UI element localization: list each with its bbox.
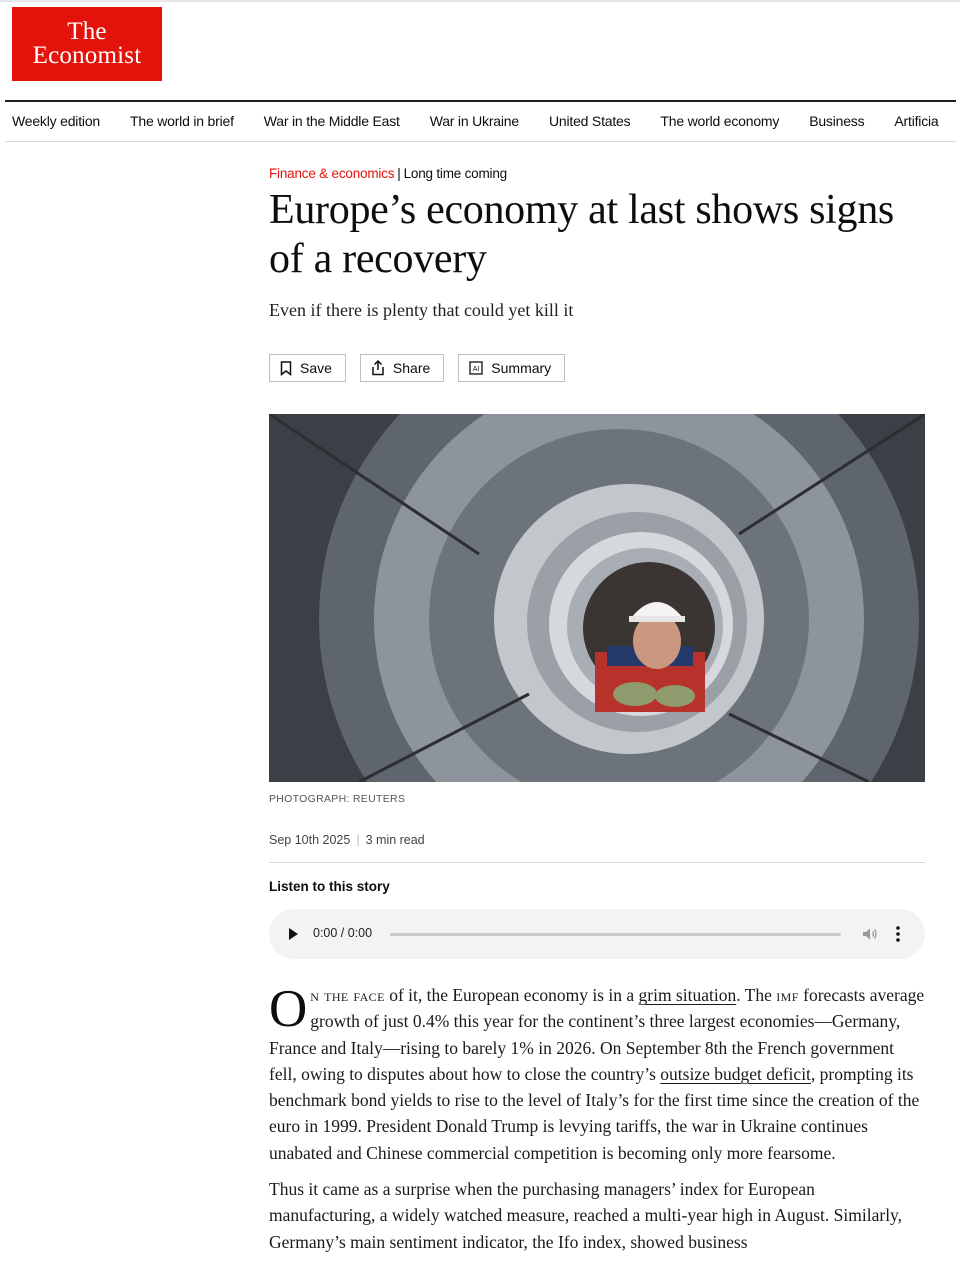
nav-item-weekly-edition[interactable]: Weekly edition xyxy=(12,113,100,129)
article-headline: Europe’s economy at last shows signs of a recovery xyxy=(269,187,894,282)
summary-button-label: Summary xyxy=(491,360,552,376)
rubric-separator: | xyxy=(397,166,401,181)
nav-item-united-states[interactable]: United States xyxy=(548,113,631,129)
paragraph-1-text-1: of it, the European economy is in a xyxy=(384,985,639,1005)
article-subheadline: Even if there is plenty that could yet kill it xyxy=(269,300,574,320)
nav-item-war-middle-east[interactable]: War in the Middle East xyxy=(263,113,400,129)
paragraph-1-text-3: forecasts average growth of just 0.4% this year for the continent’s three largest economies—Germany, France and Italy—rising to barely 1% in 2026. On September 8th the French government fell, owing to disputes about how to close the country’s xyxy=(269,985,925,1084)
audio-time: 0:00 / 0:00 xyxy=(313,926,373,940)
article-hero-image xyxy=(269,414,925,782)
article-date: Sep 10th 2025 xyxy=(269,833,351,847)
budget-deficit-link[interactable]: outsize budget deficit xyxy=(660,1063,811,1084)
grim-situation-link[interactable]: grim situation xyxy=(638,985,737,1005)
main-navigation xyxy=(5,100,956,142)
image-credit: PHOTOGRAPH: REUTERS xyxy=(269,793,406,805)
nav-item-business[interactable]: Business xyxy=(809,113,865,129)
read-time: 3 min read xyxy=(365,833,425,847)
volume-icon[interactable] xyxy=(861,925,879,943)
share-button[interactable] xyxy=(360,354,444,382)
share-button-label: Share xyxy=(392,360,431,376)
lead-in: n the face xyxy=(310,985,385,1005)
audio-player xyxy=(269,909,925,959)
steel-coil-photo xyxy=(269,414,925,782)
play-icon[interactable] xyxy=(289,928,298,940)
article-body xyxy=(269,982,925,1265)
ai-badge-text: AI xyxy=(472,366,480,373)
section-link[interactable]: Finance & economics xyxy=(269,166,395,181)
share-icon xyxy=(371,360,385,376)
article-paragraph-1 xyxy=(269,982,925,1166)
flytitle: Long time coming xyxy=(403,166,507,181)
audio-progress-track[interactable] xyxy=(390,933,841,936)
meta-divider xyxy=(269,862,925,863)
top-border xyxy=(0,0,960,2)
nav-item-war-ukraine[interactable]: War in Ukraine xyxy=(429,113,519,129)
article-actions xyxy=(269,354,565,382)
paragraph-1-text-4: , prompting its benchmark bond yields to rise to the level of Italy’s for the first time since the creation of the euro in 1999. President Donald Trump is levying tariffs, the war in Ukraine continues unabated and Chinese commercial competition is becoming only more fearsome. xyxy=(269,1063,920,1163)
economist-logo[interactable] xyxy=(12,7,162,81)
nav-item-world-in-brief[interactable]: The world in brief xyxy=(130,113,234,129)
more-options-icon[interactable] xyxy=(894,924,902,944)
logo-line-2: Economist xyxy=(32,42,142,69)
article-paragraph-2: Thus it came as a surprise when the purchasing managers’ index for European manufacturing, a widely watched measure, reached a multi-year high in August. Similarly, Germany’s main sentiment indicator, the Ifo index, showed business xyxy=(269,1179,903,1252)
imf-abbreviation: imf xyxy=(776,985,799,1005)
logo-line-1: The xyxy=(67,18,107,45)
meta-separator: | xyxy=(356,833,360,847)
nav-item-artificial-intelligence[interactable]: Artificia xyxy=(894,113,939,129)
save-button[interactable] xyxy=(269,354,346,382)
listen-label: Listen to this story xyxy=(269,879,390,894)
ai-summary-icon xyxy=(469,361,483,375)
paragraph-1-text-2: . The xyxy=(736,985,777,1005)
nav-item-world-economy[interactable]: The world economy xyxy=(660,113,780,129)
save-button-label: Save xyxy=(300,360,332,376)
article-meta xyxy=(269,833,425,847)
drop-cap: O xyxy=(269,980,308,1038)
article-rubric xyxy=(269,166,507,181)
summary-button[interactable] xyxy=(458,354,565,382)
bookmark-icon xyxy=(280,361,292,376)
